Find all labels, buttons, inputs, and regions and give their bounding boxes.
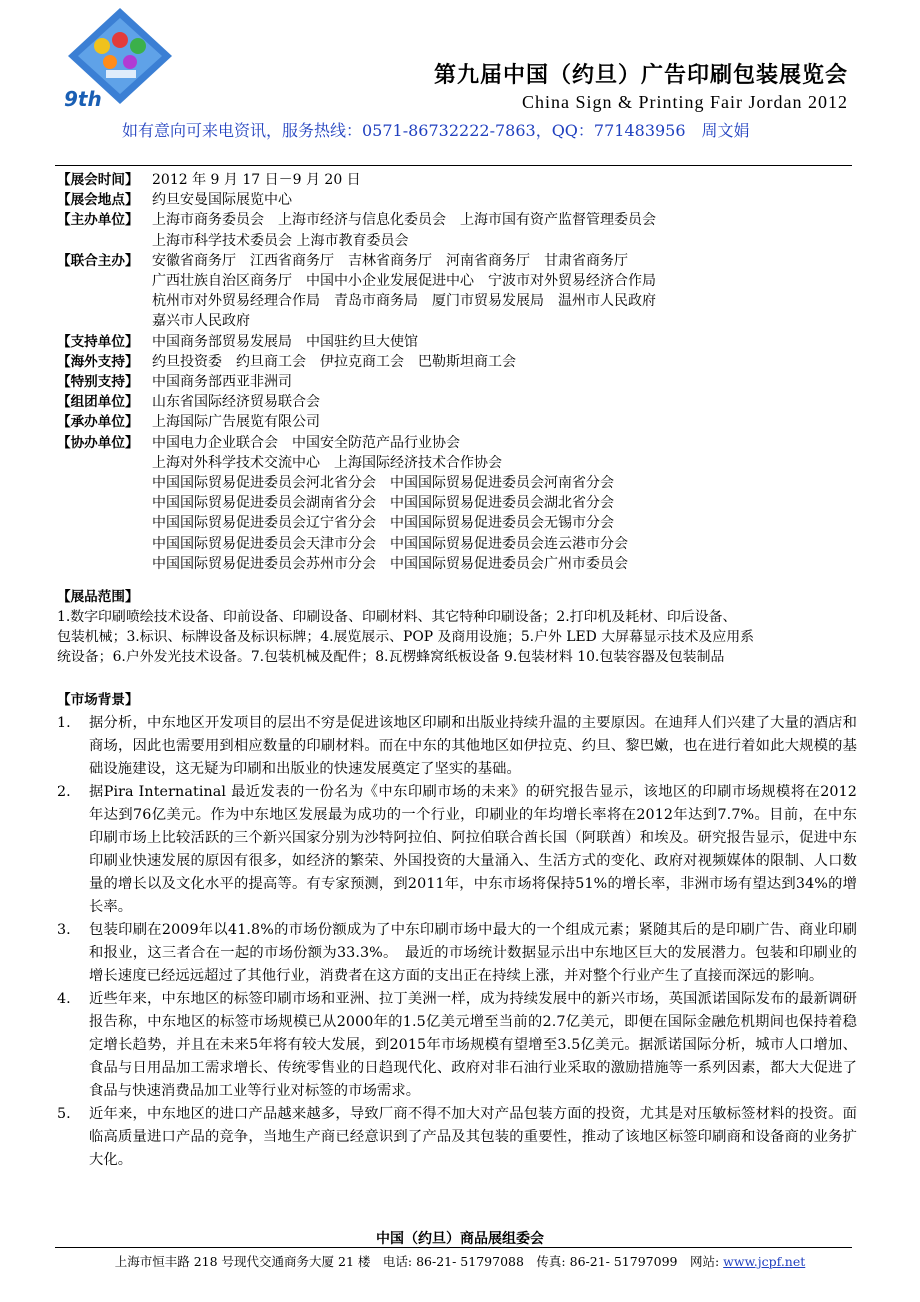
market-list bbox=[57, 712, 857, 1172]
info-value: 嘉兴市人民政府 bbox=[152, 313, 250, 330]
info-value: 中国国际贸易促进委员会苏州市分会 中国国际贸易促进委员会广州市委员会 bbox=[152, 555, 628, 572]
list-item bbox=[57, 988, 857, 1103]
info-label: 【主办单位】 bbox=[57, 212, 139, 229]
info-value: 中国电力企业联合会 中国安全防范产品行业协会 bbox=[152, 434, 460, 451]
organizer-name: 中国（约旦）商品展组委会 bbox=[376, 1231, 544, 1247]
info-label: 【特别支持】 bbox=[57, 374, 139, 391]
info-value: 中国国际贸易促进委员会天津市分会 中国国际贸易促进委员会连云港市分会 bbox=[152, 535, 628, 552]
info-value: 2012 年 9 月 17 日－9 月 20 日 bbox=[152, 172, 361, 188]
list-item-number: 1. bbox=[57, 715, 71, 731]
list-item-number: 4. bbox=[57, 991, 71, 1007]
list-item-text: 据分析，中东地区开发项目的层出不穷是促进该地区印刷和出版业持续升温的主要原因。在迪拜人们兴建了大量的酒店和商场，因此也需要用到相应数量的印刷材料。而在中东的其他地区如伊拉克、约旦、黎巴嫩，也在进行着如此大规模的基础设施建设，这无疑为印刷和出版业的快速发展奠定了坚实的基础。 bbox=[89, 715, 857, 777]
list-item-text: 近年来，中东地区的进口产品越来越多，导致厂商不得不加大对产品包装方面的投资，尤其是对压敏标签材料的投资。面临高质量进口产品的竞争，当地生产商已经意识到了产品及其包装的重要性，推动了该地区标签印刷商和设备商的业务扩大化。 bbox=[89, 1106, 857, 1168]
products-line: 包装机械；3.标识、标牌设备及标识标牌；4.展览展示、POP 及商用设施；5.户外 LED 大屏幕显示技术及应用系 bbox=[57, 629, 754, 645]
info-value: 上海市商务委员会 上海市经济与信息化委员会 上海市国有资产监督管理委员会 bbox=[152, 212, 656, 229]
products-line: 1.数字印刷喷绘技术设备、印前设备、印刷设备、印刷材料、其它特种印刷设备；2.打印机及耗材、印后设备、 bbox=[57, 609, 737, 625]
list-item bbox=[57, 781, 857, 919]
products-heading: 【展品范围】 bbox=[57, 589, 139, 605]
info-label: 【展会时间】 bbox=[57, 172, 139, 188]
list-item-text: 据Pira Internatinal 最近发表的一份名为《中东印刷市场的未来》的研究报告显示，该地区的印刷市场规模将在2012年达到76亿美元。作为中东地区发展最为成功的一个行业，印刷业的年均增长率将在2012年达到7.7%。目前，在中东印刷市场上比较活跃的三个新兴国家分别为沙特阿拉伯、阿拉伯联合酋长国（阿联酋）和埃及。研究报告显示，促进中东印刷业快速发展的原因有很多，如经济的繁荣、外国投资的大量涌入、生活方式的变化、政府对视频媒体的限制、人口数量的增长以及文化水平的提高等。有专家预测，到2011年，中东市场将保持51%的增长率，非洲市场有望达到34%的增长率。 bbox=[89, 784, 857, 915]
list-item-number: 3. bbox=[57, 922, 71, 938]
list-item bbox=[57, 712, 857, 781]
info-label: 【展会地点】 bbox=[57, 192, 139, 209]
info-table bbox=[57, 170, 857, 574]
info-row bbox=[57, 332, 857, 352]
list-item-number: 5. bbox=[57, 1106, 71, 1122]
info-value: 中国国际贸易促进委员会辽宁省分会 中国国际贸易促进委员会无锡市分会 bbox=[152, 515, 614, 532]
list-item bbox=[57, 919, 857, 988]
info-row bbox=[57, 392, 857, 412]
info-value: 约旦安曼国际展览中心 bbox=[152, 192, 292, 209]
website-link[interactable]: www.jcpf.net bbox=[723, 1254, 806, 1269]
fair-logo bbox=[62, 6, 182, 114]
info-row bbox=[57, 251, 857, 332]
info-value: 中国商务部西亚非洲司 bbox=[152, 374, 292, 391]
info-row bbox=[57, 412, 857, 432]
info-label: 【协办单位】 bbox=[57, 434, 139, 451]
footer-contact: 上海市恒丰路 218 号现代交通商务大厦 21 楼 电话: 86-21- 51797088 传真: 86-21- 51797099 网站: bbox=[114, 1254, 724, 1269]
footer bbox=[0, 1252, 920, 1270]
list-item-text: 包装印刷在2009年以41.8%的市场份额成为了中东印刷市场中最大的一个组成元素；紧随其后的是印刷广告、商业印刷和报业，这三者合在一起的市场份额为33.3%。 最近的市场统计数据显示出中东地区巨大的发展潜力。包装和印刷业的增长速度已经远远超过了其他行业，消费者在这方面的支出正在持续上涨，并对整个行业产生了直接而深远的影响。 bbox=[89, 922, 857, 984]
info-row bbox=[57, 352, 857, 372]
info-value: 中国国际贸易促进委员会河北省分会 中国国际贸易促进委员会河南省分会 bbox=[152, 475, 614, 492]
info-row bbox=[57, 190, 857, 210]
info-value: 上海对外科学技术交流中心 上海国际经济技术合作协会 bbox=[152, 454, 502, 471]
info-value: 安徽省商务厅 江西省商务厅 吉林省商务厅 河南省商务厅 甘肃省商务厅 bbox=[152, 252, 628, 269]
info-label: 【承办单位】 bbox=[57, 414, 139, 431]
info-value: 杭州市对外贸易经理合作局 青岛市商务局 厦门市贸易发展局 温州市人民政府 bbox=[152, 293, 656, 310]
list-item-number: 2. bbox=[57, 784, 71, 800]
info-row bbox=[57, 433, 857, 574]
info-label: 【支持单位】 bbox=[57, 333, 139, 350]
market-section bbox=[57, 688, 857, 1172]
info-value: 山东省国际经济贸易联合会 bbox=[152, 394, 320, 411]
info-row bbox=[57, 210, 857, 250]
hotline-text: 如有意向可来电资讯，服务热线：0571-86732222-7863，QQ：771483956 周文娟 bbox=[122, 121, 750, 140]
info-label: 【联合主办】 bbox=[57, 252, 139, 269]
list-item bbox=[57, 1103, 857, 1172]
info-value: 中国商务部贸易发展局 中国驻约旦大使馆 bbox=[152, 333, 418, 350]
info-label: 【海外支持】 bbox=[57, 353, 139, 370]
info-value: 上海市科学技术委员会 上海市教育委员会 bbox=[152, 232, 409, 249]
list-item-text: 近些年来，中东地区的标签印刷市场和亚洲、拉丁美洲一样，成为持续发展中的新兴市场，英国派诺国际发布的最新调研报告称，中东地区的标签市场规模已从2000年的1.5亿美元增至当前的2.7亿美元，即便在国际金融危机期间也保持着稳定增长趋势，并且在未来5年将有较大发展，到2015年市场规模有望增至3.5亿美元。据派诺国际分析，城市人口增加、食品与日用品加工需求增长、传统零售业的日趋现代化、政府对非石油行业采取的激励措施等一系列因素，都大大促进了食品与快速消费品加工业等行业对标签的市场需求。 bbox=[89, 991, 857, 1099]
info-value: 上海国际广告展览有限公司 bbox=[152, 414, 320, 431]
info-row bbox=[57, 170, 857, 190]
info-value: 中国国际贸易促进委员会湖南省分会 中国国际贸易促进委员会湖北省分会 bbox=[152, 495, 614, 512]
info-value: 约旦投资委 约旦商工会 伊拉克商工会 巴勒斯坦商工会 bbox=[152, 353, 516, 370]
info-label: 【组团单位】 bbox=[57, 394, 139, 411]
info-value: 广西壮族自治区商务厅 中国中小企业发展促进中心 宁波市对外贸易经济合作局 bbox=[152, 273, 656, 290]
products-section bbox=[57, 587, 857, 667]
page-title: 第九届中国（约旦）广告印刷包装展览会 bbox=[433, 63, 848, 88]
logo-9th-text: 9th bbox=[64, 87, 102, 111]
info-row bbox=[57, 372, 857, 392]
page-subtitle: China Sign & Printing Fair Jordan 2012 bbox=[522, 92, 848, 112]
bottom-divider bbox=[55, 1247, 852, 1248]
top-divider bbox=[55, 165, 852, 166]
products-line: 统设备；6.户外发光技术设备。7.包装机械及配件；8.瓦楞蜂窝纸板设备 9.包装材料 10.包装容器及包装制品 bbox=[57, 649, 725, 665]
market-heading: 【市场背景】 bbox=[57, 692, 139, 708]
